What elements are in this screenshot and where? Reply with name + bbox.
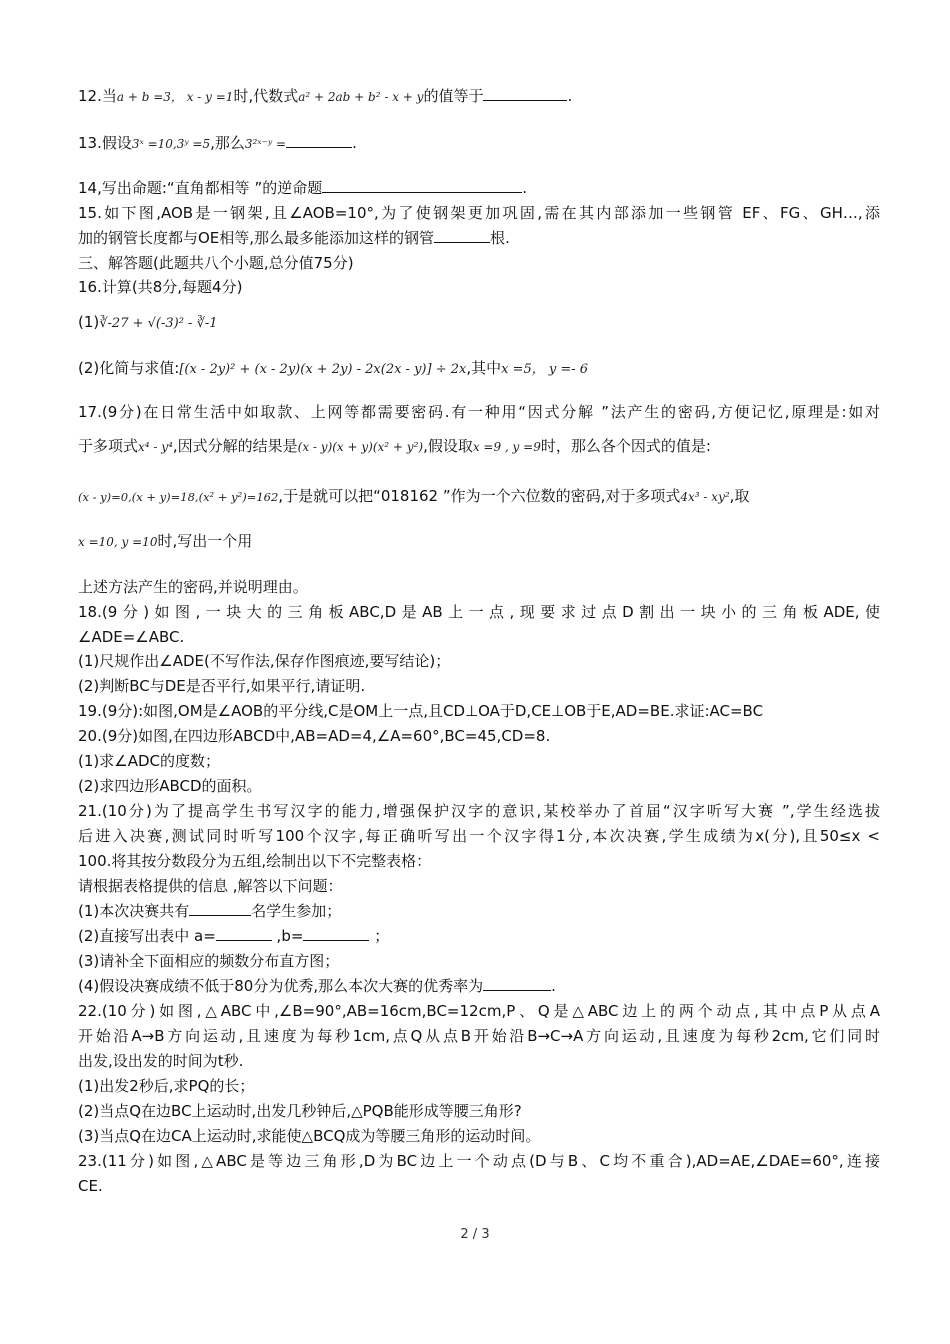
question-18-part-2: (2)判断BC与DE是否平行,如果平行,请证明. <box>78 677 366 695</box>
question-23-line-2: CE. <box>78 1177 103 1195</box>
formula-expression: 4x³ - xy² <box>680 490 730 504</box>
question-20-part-2: (2)求四边形ABCD的面积。 <box>78 777 262 795</box>
question-12: 12.当a + b =3， x - y =1时,代数式a² + 2ab + b² - x + y的值等于 . <box>78 87 573 105</box>
question-21-part-4: (4)假设决赛成绩不低于80分为优秀,那么本次大赛的优秀率为 . <box>78 977 556 995</box>
question-21-line-1: 21.(10分)为了提高学生书写汉字的能力,增强保护汉字的意识,某校举办了首届“汉字听写大赛 ”,学生经选拔 <box>78 802 880 820</box>
question-15-line-2: 加的钢管长度都与OE相等,那么最多能添加这样的钢管 根. <box>78 229 510 247</box>
formula-expression: (x - y)=0,(x + y)=18,(x² + y²)=162 <box>78 490 279 504</box>
question-16-part-1: (1)∛-27 + √(-3)² - ∛-1 <box>78 313 218 331</box>
question-17-line-1: 17.(9分)在日常生活中如取款、上网等都需要密码.有一种用“因式分解 ”法产生的密码,方便记忆,原理是:如对 <box>78 403 880 421</box>
question-20: 20.(9分)如图,在四边形ABCD中,AB=AD=4,∠A=60°,BC=45,CD=8. <box>78 727 551 745</box>
question-23-line-1: 23.(11分)如图,△ABC是等边三角形,D为BC边上一个动点(D与B、C均不重合),AD=AE,∠DAE=60°,连接 <box>78 1152 880 1170</box>
question-21-line-2: 后进入决赛,测试同时听写100个汉字,每正确听写出一个汉字得1分,本次决赛,学生成绩为x(分),且50≤x < <box>78 827 880 845</box>
question-17-line-5: 上述方法产生的密码,并说明理由。 <box>78 578 308 596</box>
formula-condition: x =9 , y =9 <box>472 440 541 454</box>
formula-expression: [(x - 2y)² + (x - 2y)(x + 2y) - 2x(2x - y)] ÷ 2x <box>179 362 467 377</box>
answer-blank <box>286 133 352 148</box>
answer-blank <box>216 926 272 941</box>
question-21-line-4: 请根据表格提供的信息 ,解答以下问题： <box>78 877 343 895</box>
question-22-line-1: 22.(10分)如图,△ABC中,∠B=90°,AB=16cm,BC=12cm,P、Q是△ABC边上的两个动点,其中点P从点A <box>78 1002 880 1020</box>
question-22-line-2: 开始沿A→B方向运动,且速度为每秒1cm,点Q从点B开始沿B→C→A方向运动,且速度为每秒2cm,它们同时 <box>78 1027 880 1045</box>
question-22-part-1: (1)出发2秒后,求PQ的长； <box>78 1077 255 1095</box>
question-15-line-1: 15.如下图,AOB是一钢架,且∠AOB=10°,为了使钢架更加巩固,需在其内部添加一些钢管 EF、FG、GH…,添 <box>78 204 880 222</box>
formula-condition: x =5， y =- 6 <box>501 362 589 377</box>
answer-blank <box>303 926 369 941</box>
formula-expression: x⁴ - y⁴ <box>138 440 173 454</box>
question-13: 13.假设3ˣ =10,3ʸ =5,那么3²ˣ⁻ʸ = . <box>78 134 357 152</box>
formula-expression: a² + 2ab + b² - x + y <box>298 90 424 104</box>
question-21-part-1: (1)本次决赛共有 名学生参加； <box>78 902 342 920</box>
question-18-part-1: (1)尺规作出∠ADE(不写作法,保存作图痕迹,要写结论)； <box>78 652 451 670</box>
question-22-part-2: (2)当点Q在边BC上运动时,出发几秒钟后,△PQB能形成等腰三角形? <box>78 1102 522 1120</box>
section-heading: 三、解答题(此题共八个小题,总分值75分) <box>78 254 354 272</box>
question-17-line-4: x =10, y =10时,写出一个用 <box>78 532 253 550</box>
question-18-line-2: ∠ADE=∠ABC. <box>78 628 185 646</box>
answer-blank <box>322 178 522 193</box>
question-21-part-2: (2)直接写出表中 a= ,b= ； <box>78 927 390 945</box>
formula-condition: 3ˣ =10,3ʸ =5 <box>131 137 211 151</box>
question-19: 19.(9分):如图,OM是∠AOB的平分线,C是OM上一点,且CD⊥OA于D,CE⊥OB于E,AD=BE.求证:AC=BC <box>78 702 764 720</box>
question-14: 14,写出命题:“直角都相等 ”的逆命题 . <box>78 179 528 197</box>
answer-blank <box>483 86 567 101</box>
question-18-line-1: 18.(9分)如图,一块大的三角板ABC,D是AB上一点,现要求过点D割出一块小的三角板ADE,使 <box>78 603 880 621</box>
question-16-part-2: (2)化简与求值:[(x - 2y)² + (x - 2y)(x + 2y) - 2x(2x - y)] ÷ 2x,其中x =5， y =- 6 <box>78 359 589 377</box>
formula-condition: a + b =3， x - y =1 <box>116 90 234 104</box>
answer-blank <box>434 228 490 243</box>
question-21-part-3: (3)请补全下面相应的频数分布直方图； <box>78 952 340 970</box>
question-17-line-3: (x - y)=0,(x + y)=18,(x² + y²)=162,于是就可以把“018162 ”作为一个六位数的密码,对于多项式4x³ - xy²,取 <box>78 487 750 505</box>
formula-condition: x =10, y =10 <box>78 535 158 549</box>
answer-blank <box>189 901 251 916</box>
question-17-line-2: 于多项式x⁴ - y⁴,因式分解的结果是(x - y)(x + y)(x² + y²),假设取x =9 , y =9时，那么各个因式的值是: <box>78 437 711 455</box>
page-number: 2 / 3 <box>460 1227 490 1242</box>
answer-blank <box>483 976 551 991</box>
question-20-part-1: (1)求∠ADC的度数； <box>78 752 220 770</box>
formula-expression: ∛-27 + √(-3)² - ∛-1 <box>99 316 218 331</box>
question-16: 16.计算(共8分,每题4分) <box>78 278 243 296</box>
formula-expression: (x - y)(x + y)(x² + y²) <box>297 440 424 454</box>
question-22-line-3: 出发,设出发的时间为t秒. <box>78 1052 244 1070</box>
question-22-part-3: (3)当点Q在边CA上运动时,求能使△BCQ成为等腰三角形的运动时间。 <box>78 1127 541 1145</box>
formula-expression: 3²ˣ⁻ʸ = <box>244 137 287 151</box>
question-21-line-3: 100.将其按分数段分为五组,绘制出以下不完整表格： <box>78 852 432 870</box>
